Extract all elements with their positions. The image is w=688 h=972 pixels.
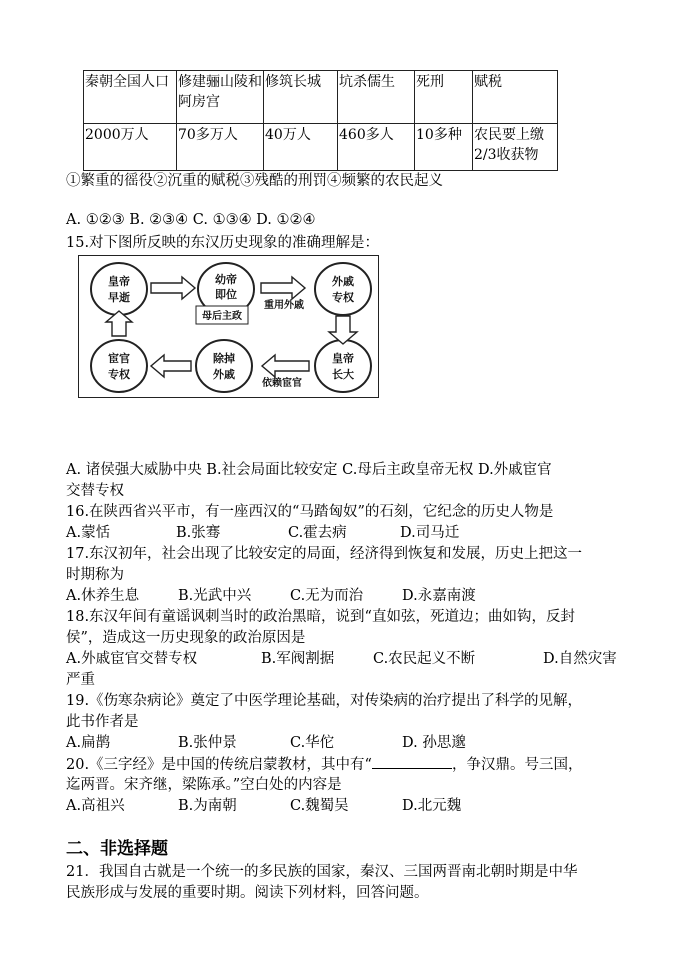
- q15-diagram-svg: [79, 256, 380, 399]
- table-cell: 40万人: [264, 124, 338, 171]
- q21-line1: 21．我国自古就是一个统一的多民族的国家，秦汉、三国两晋南北朝时期是中华: [66, 864, 578, 880]
- q16-stem: 16.在陕西省兴平市，有一座西汉的“马踏匈奴”的石刻，它纪念的历史人物是: [66, 504, 554, 520]
- option: A.蒙恬: [66, 525, 111, 541]
- option: B.为南朝: [178, 798, 237, 814]
- q20-options: [66, 796, 461, 816]
- table-header-cell: 坑杀儒生: [338, 71, 415, 124]
- table-cell: 70多万人: [177, 124, 264, 171]
- option: A.休养生息: [66, 588, 140, 604]
- qin-data-table: [83, 70, 558, 171]
- arrow-left-1: [262, 355, 309, 377]
- node-text: 长大: [332, 368, 354, 381]
- arrow-down: [329, 316, 357, 344]
- table-cell: 农民要上缴2/3收获物: [473, 124, 558, 171]
- answer-blank: [372, 754, 452, 769]
- option: D.北元魏: [402, 798, 462, 814]
- q15-stem: 15.对下图所反映的东汉历史现象的准确理解是：: [66, 235, 380, 251]
- q15-diagram: [78, 255, 379, 398]
- node-text: 宦官: [108, 352, 130, 365]
- q15-options-line2: 交替专权: [66, 483, 124, 499]
- option: D.司马迁: [400, 525, 460, 541]
- option: C.无为而治: [290, 588, 364, 604]
- table-header-row: [84, 71, 558, 124]
- q20-stem-line2: 迄两晋。宋齐继，梁陈承。”空白处的内容是: [66, 777, 342, 793]
- q19-options: [66, 733, 466, 753]
- node-text: 除掉: [213, 352, 235, 365]
- q19-stem-line1: 19.《伤寒杂病论》奠定了中医学理论基础，对传染病的治疗提出了科学的见解，: [66, 693, 583, 709]
- arrow-right-1: [151, 277, 195, 299]
- table-header-cell: 秦朝全国人口: [84, 71, 177, 124]
- q20-stem-part-a: 20.《三字经》是中国的传统启蒙教材，其中有“: [66, 757, 372, 773]
- node-text: 早逝: [108, 291, 130, 304]
- q18-stem-line2: 侯”，造成这一历史现象的政治原因是: [66, 630, 306, 646]
- node-remove-consort: [196, 340, 252, 392]
- table-cell: 2000万人: [84, 124, 177, 171]
- q18-options-line2: 严重: [66, 672, 95, 688]
- arrow-label: 依赖宦官: [262, 378, 302, 389]
- node-emperor-grows: [315, 340, 371, 392]
- section-title: 二、非选择题: [66, 839, 168, 859]
- table-header-cell: 修建骊山陵和阿房宫: [177, 71, 264, 124]
- q19-stem-line2: 此书作者是: [66, 714, 139, 730]
- table-row: [84, 124, 558, 171]
- table-cell: 460多人: [338, 124, 415, 171]
- q21-line2: 民族形成与发展的重要时期。阅读下列材料，回答问题。: [66, 885, 429, 901]
- box-label: 母后主政: [202, 311, 242, 322]
- table-header-cell: 赋税: [473, 71, 558, 124]
- q18-options: [66, 649, 617, 669]
- option: D. 孙思邈: [402, 735, 466, 751]
- option: C.魏蜀吴: [290, 798, 349, 814]
- arrow-label: 重用外戚: [264, 300, 304, 311]
- arrow-right-2: [261, 277, 305, 299]
- option: B.光武中兴: [178, 588, 252, 604]
- arrow-up: [106, 311, 132, 336]
- option: A.扁鹊: [66, 735, 111, 751]
- node-emperor-dies-young: [91, 263, 147, 315]
- table-header-cell: 死刑: [415, 71, 473, 124]
- node-text: 专权: [332, 291, 354, 304]
- option: A.外戚宦官交替专权: [66, 651, 198, 667]
- q17-stem-line1: 17.东汉初年，社会出现了比较安定的局面，经济得到恢复和发展，历史上把这一: [66, 546, 583, 562]
- node-text: 即位: [215, 288, 237, 301]
- option: C.农民起义不断: [373, 651, 476, 667]
- node-text: 外戚: [213, 368, 235, 381]
- option: B.张骞: [176, 525, 221, 541]
- q16-options: [66, 523, 459, 543]
- q20-stem-line1: [66, 754, 582, 775]
- q17-stem-line2: 时期称为: [66, 567, 124, 583]
- table-cell: 10多种: [415, 124, 473, 171]
- option: A.高祖兴: [66, 798, 125, 814]
- q15-options-line1: A. 诸侯强大威胁中央 B.社会局面比较安定 C.母后主政皇帝无权 D.外戚宦官: [66, 462, 552, 478]
- option: B.张仲景: [178, 735, 237, 751]
- node-text: 专权: [108, 368, 130, 381]
- node-text: 皇帝: [332, 352, 354, 365]
- option: D.永嘉南渡: [402, 588, 476, 604]
- option: C.华佗: [290, 735, 335, 751]
- node-text: 幼帝: [215, 273, 237, 286]
- q18-stem-line1: 18.东汉年间有童谣讽刺当时的政治黑暗，说到“直如弦，死道边；曲如钩，反封: [66, 609, 575, 625]
- option: B.军阀割据: [261, 651, 335, 667]
- q14-statement: ①繁重的徭役②沉重的赋税③残酷的刑罚④频繁的农民起义: [66, 173, 443, 189]
- option: C.霍去病: [288, 525, 347, 541]
- q20-stem-part-b: ，争汉鼎。号三国，: [451, 757, 583, 773]
- q17-options: [66, 586, 476, 606]
- node-consort-clan: [315, 263, 371, 315]
- node-text: 外戚: [332, 275, 354, 288]
- option: D.自然灾害: [543, 651, 617, 667]
- arrow-left-2: [151, 355, 191, 377]
- table-header-cell: 修筑长城: [264, 71, 338, 124]
- node-text: 皇帝: [108, 275, 130, 288]
- q14-options: A. ①②③ B. ②③④ C. ①③④ D. ①②④: [66, 212, 316, 228]
- node-eunuch: [91, 340, 147, 392]
